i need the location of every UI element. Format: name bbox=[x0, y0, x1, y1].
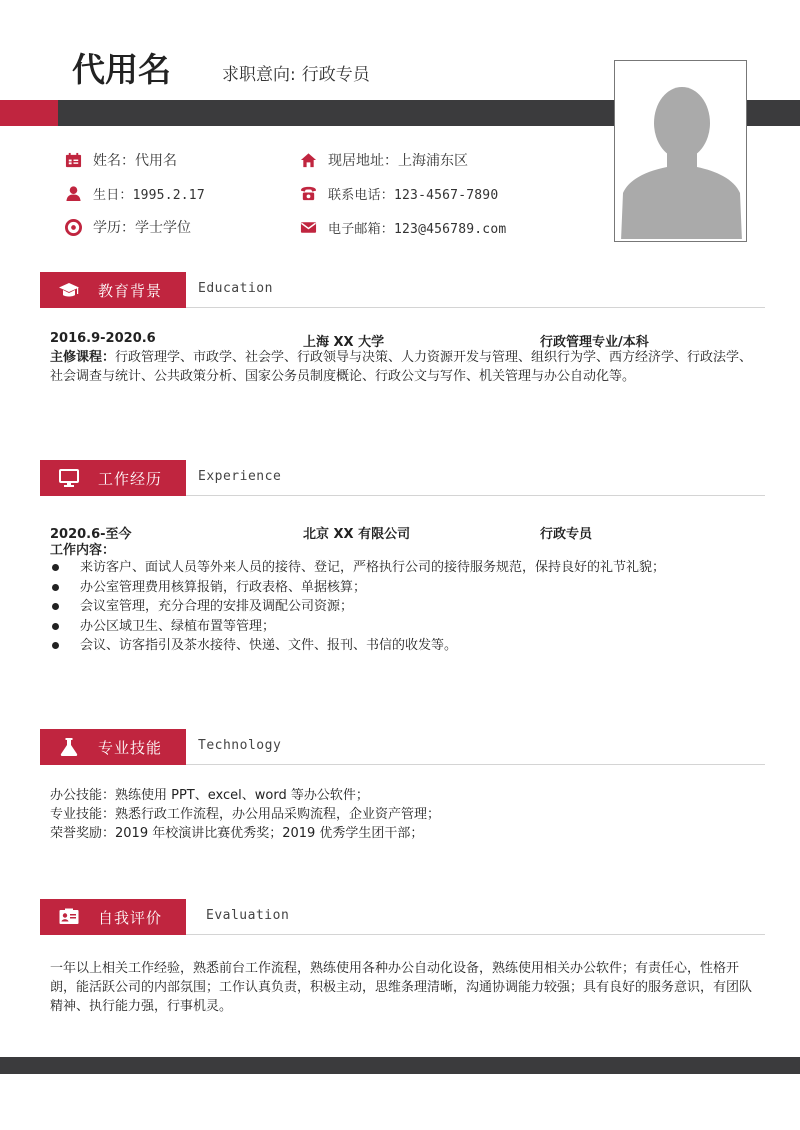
experience-content-label: 工作内容： bbox=[50, 543, 116, 558]
education-circle-icon bbox=[63, 217, 83, 237]
education-courses-label: 主修课程： bbox=[50, 350, 116, 365]
experience-duties bbox=[50, 558, 762, 656]
flask-icon bbox=[58, 736, 80, 758]
education-school: 上海 XX 大学 bbox=[303, 335, 385, 350]
section-skills-header bbox=[40, 729, 765, 765]
list-item: 来访客户、面试人员等外来人员的接待、登记，严格执行公司的接待服务规范，保持良好的礼节礼貌； bbox=[50, 558, 762, 578]
skills-awards: 荣誉奖励：2019 年校演讲比赛优秀奖；2019 优秀学生团干部； bbox=[50, 826, 424, 841]
section-education-header bbox=[40, 272, 765, 308]
home-icon bbox=[298, 150, 318, 170]
mail-icon bbox=[298, 217, 318, 237]
section-experience-en: Experience bbox=[198, 469, 282, 484]
section-education-tab bbox=[40, 272, 186, 308]
section-experience-header bbox=[40, 460, 765, 496]
info-birth bbox=[63, 183, 205, 203]
id-card-icon bbox=[58, 906, 80, 928]
experience-position: 行政专员 bbox=[540, 527, 593, 542]
section-evaluation-title: 自我评价 bbox=[98, 908, 163, 927]
section-evaluation-tab bbox=[40, 899, 186, 935]
experience-period: 2020.6-至今 bbox=[50, 527, 132, 542]
education-period: 2016.9-2020.6 bbox=[50, 331, 156, 346]
info-address bbox=[298, 150, 468, 170]
section-education-en: Education bbox=[198, 281, 273, 296]
skills-list bbox=[50, 786, 762, 843]
info-edu bbox=[63, 217, 191, 237]
section-skills-en: Technology bbox=[198, 738, 282, 753]
phone-icon bbox=[298, 183, 318, 203]
info-name-text: 姓名：代用名 bbox=[93, 153, 177, 169]
list-item: 会议室管理，充分合理的安排及调配公司资源； bbox=[50, 597, 762, 617]
experience-company: 北京 XX 有限公司 bbox=[303, 527, 411, 542]
job-intent-value: 行政专员 bbox=[301, 65, 370, 85]
evaluation-text: 一年以上相关工作经验，熟悉前台工作流程，熟练使用各种办公自动化设备，熟练使用相关办公软件；有责任心，性格开朗，能活跃公司的内部氛围；工作认真负责，积极主动，思维条理清晰，沟通协调能力较强；具有良好的服务意识，有团队精神、执行能力强，行事机灵。 bbox=[50, 961, 753, 1014]
education-courses-text: 行政管理学、市政学、社会学、行政领导与决策、人力资源开发与管理、组织行为学、西方经济学、行政法学、社会调查与统计、公共政策分析、国家公务员制度概论、行政公文与写作、机关管理与办公自动化等。 bbox=[50, 350, 753, 384]
job-intent bbox=[222, 60, 370, 85]
info-phone bbox=[298, 183, 498, 203]
list-item: 办公区域卫生、绿植布置等管理； bbox=[50, 617, 762, 637]
section-experience-title: 工作经历 bbox=[98, 469, 163, 488]
header-band-accent bbox=[0, 100, 58, 126]
info-phone-text: 联系电话：123-4567-7890 bbox=[328, 187, 499, 203]
education-major: 行政管理专业/本科 bbox=[540, 335, 649, 350]
info-birth-text: 生日：1995.2.17 bbox=[93, 187, 205, 203]
candidate-name: 代用名 bbox=[72, 50, 171, 89]
education-courses bbox=[50, 348, 762, 386]
skills-office: 办公技能：熟练使用 PPT、excel、word 等办公软件； bbox=[50, 788, 369, 803]
section-skills-title: 专业技能 bbox=[98, 738, 163, 757]
section-education-title: 教育背景 bbox=[98, 281, 163, 300]
calendar-card-icon bbox=[63, 150, 83, 170]
list-item: 会议、访客指引及茶水接待、快递、文件、报刊、书信的收发等。 bbox=[50, 636, 762, 656]
info-edu-text: 学历：学士学位 bbox=[93, 220, 191, 236]
monitor-icon bbox=[58, 467, 80, 489]
graduation-cap-icon bbox=[58, 279, 80, 301]
skills-professional: 专业技能：熟悉行政工作流程，办公用品采购流程，企业资产管理； bbox=[50, 807, 441, 822]
section-evaluation-en: Evaluation bbox=[206, 908, 290, 923]
info-email-text: 电子邮箱：123@456789.com bbox=[328, 221, 507, 237]
list-item: 办公室管理费用核算报销，行政表格、单据核算； bbox=[50, 578, 762, 598]
job-intent-label: 求职意向: bbox=[222, 65, 296, 85]
footer-band bbox=[0, 1057, 800, 1074]
user-icon bbox=[63, 183, 83, 203]
profile-photo bbox=[614, 60, 747, 242]
info-name bbox=[63, 150, 177, 170]
section-experience-tab bbox=[40, 460, 186, 496]
person-silhouette-icon bbox=[617, 63, 744, 239]
info-email bbox=[298, 217, 506, 237]
section-evaluation-header bbox=[40, 899, 765, 935]
section-skills-tab bbox=[40, 729, 186, 765]
info-address-text: 现居地址：上海浦东区 bbox=[328, 153, 468, 169]
